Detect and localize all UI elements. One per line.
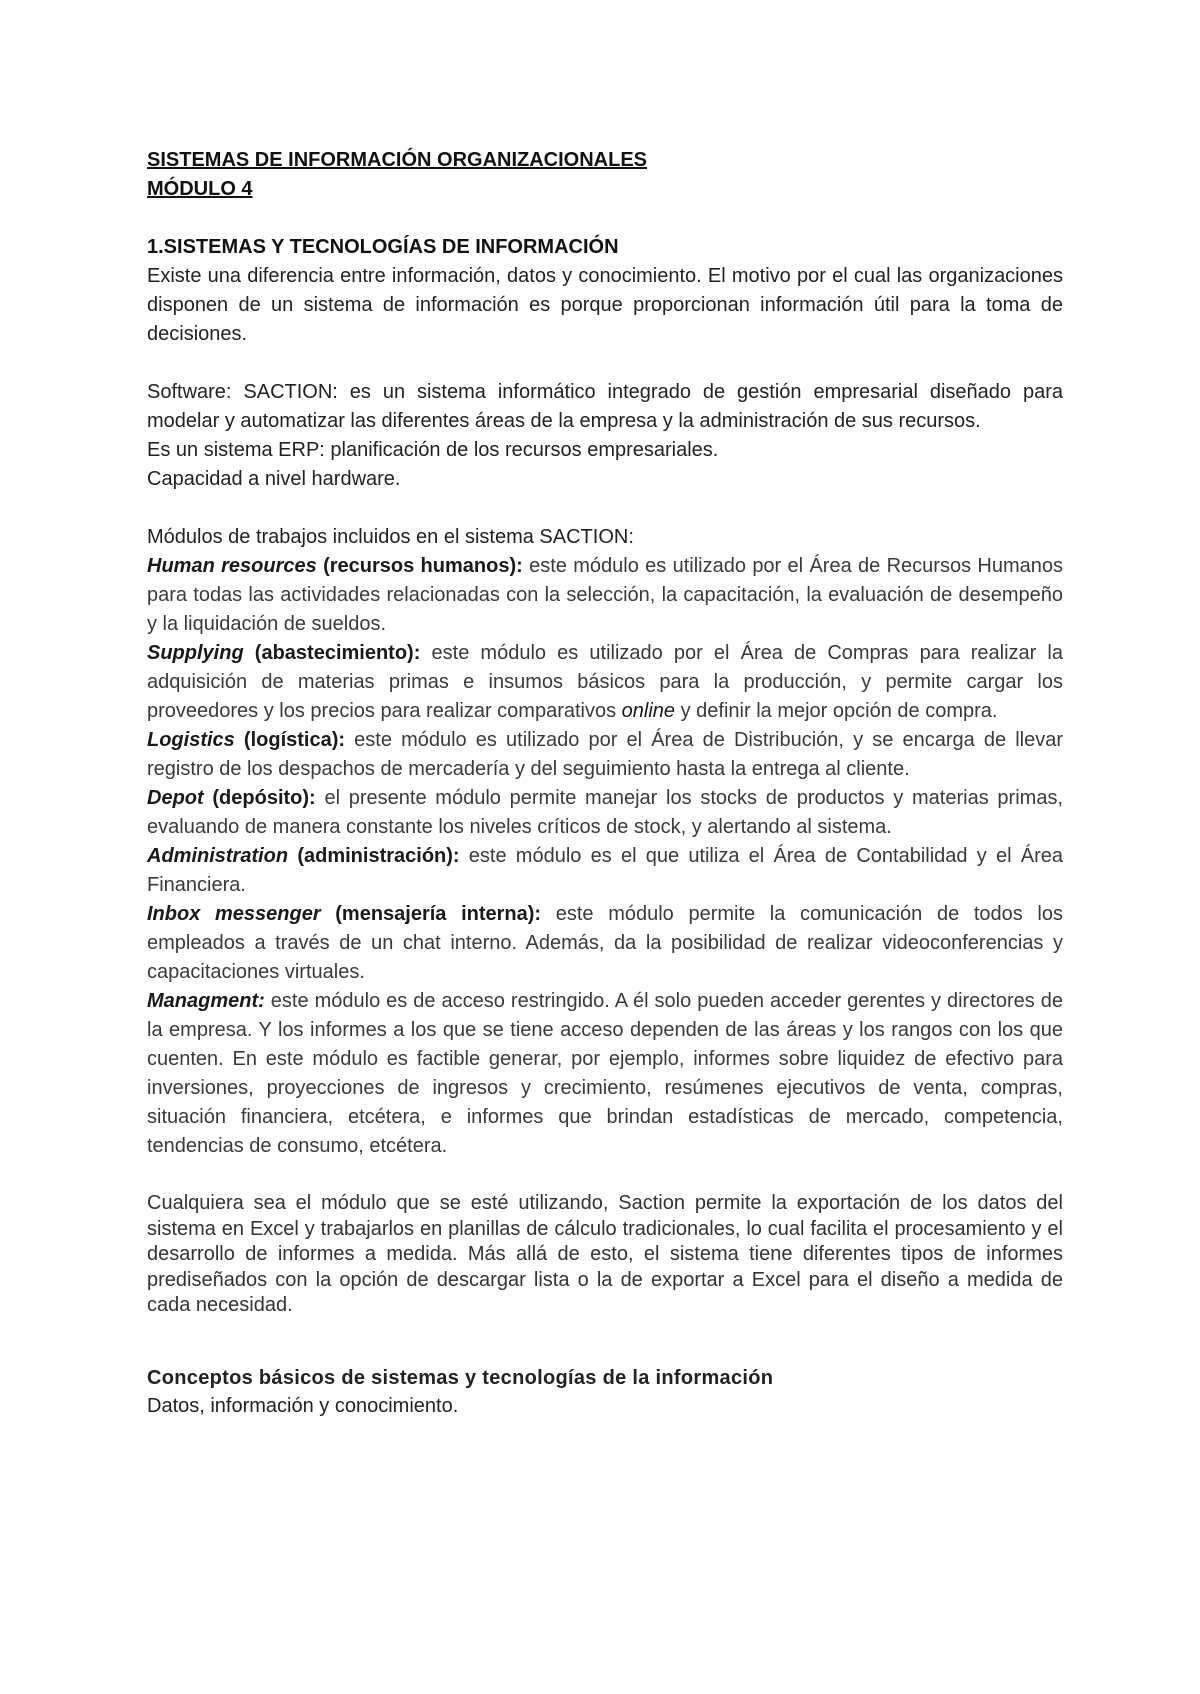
document-body — [147, 146, 1063, 1421]
module-name: Depot — [147, 787, 204, 809]
module-name: Managment: — [147, 990, 265, 1012]
section-heading-sistemas: 1.SISTEMAS Y TECNOLOGÍAS DE INFORMACIÓN — [147, 236, 619, 258]
module-label: MÓDULO 4 — [147, 178, 253, 200]
modules-intro: Módulos de trabajos incluidos en el sistema SACTION: — [147, 526, 634, 548]
module-translation: (administración): — [288, 845, 460, 867]
export-paragraph: Cualquiera sea el módulo que se esté utilizando, Saction permite la exportación de los datos del sistema en Excel y trabajarlos en planillas de cálculo tradicionales, lo cual facilita el procesamiento y el desarrollo de informes a medida. Más allá de esto, el sistema tiene diferentes tipos de informes prediseñados con la opción de descargar lista o la de exportar a Excel para el diseño a medida de cada necesidad. — [147, 1192, 1063, 1317]
module-translation: (abastecimiento): — [243, 642, 421, 664]
module-translation: (mensajería interna): — [320, 903, 542, 925]
hardware-line: Capacidad a nivel hardware. — [147, 468, 401, 490]
module-inbox-messenger — [147, 900, 1063, 987]
module-supplying — [147, 639, 1063, 726]
module-translation: (logística): — [234, 729, 346, 751]
erp-line: Es un sistema ERP: planificación de los recursos empresariales. — [147, 439, 719, 461]
module-administration — [147, 842, 1063, 900]
module-name: Logistics — [147, 729, 235, 751]
document-title: SISTEMAS DE INFORMACIÓN ORGANIZACIONALES — [147, 149, 648, 171]
module-description: este módulo es de acceso restringido. A él solo pueden acceder gerentes y directores de la empresa. Y los informes a los que se tiene acceso dependen de las áreas y los rangos con los que cuenten. En este módulo es factible generar, por ejemplo, informes sobre liquidez de efectivo para inversiones, proyecciones de ingresos y crecimiento, resúmenes ejecutivos de venta, compras, situación financiera, etcétera, e informes que brindan estadísticas de mercado, competencia, tendencias de consumo, etcétera. — [147, 990, 1063, 1157]
module-name: Human resources — [147, 555, 317, 577]
module-translation: (depósito): — [203, 787, 316, 809]
module-description: este módulo es utilizado por el Área de Distribución, y se encarga de llevar registro de los despachos de mercadería y del seguimiento hasta la entrega al cliente. — [147, 729, 1063, 780]
module-description: el presente módulo permite manejar los stocks de productos y materias primas, evaluando de manera constante los niveles críticos de stock, y alertando al sistema. — [147, 787, 1063, 838]
module-depot — [147, 784, 1063, 842]
section-heading-conceptos: Conceptos básicos de sistemas y tecnologías de la información — [147, 1366, 774, 1389]
italic-term: online — [621, 700, 676, 722]
section-subtitle: Datos, información y conocimiento. — [147, 1394, 459, 1417]
module-description: este módulo es utilizado por el Área de Recursos Humanos para todas las actividades relacionadas con la selección, la capacitación, la evaluación de desempeño y la liquidación de sueldos. — [147, 555, 1063, 635]
module-description-end: y definir la mejor opción de compra. — [675, 700, 998, 722]
module-description: este módulo permite la comunicación de todos los empleados a través de un chat interno. Además, da la posibilidad de realizar videoconferencias y capacitaciones virtuales. — [147, 903, 1063, 983]
module-translation: (recursos humanos): — [316, 555, 523, 577]
module-description: este módulo es el que utiliza el Área de Contabilidad y el Área Financiera. — [147, 845, 1063, 896]
module-name: Inbox messenger — [147, 903, 321, 925]
intro-paragraph: Existe una diferencia entre información, datos y conocimiento. El motivo por el cual las organizaciones disponen de un sistema de información es porque proporcionan información útil para la toma de decisiones. — [147, 265, 1063, 345]
software-paragraph: Software: SACTION: es un sistema informático integrado de gestión empresarial diseñado para modelar y automatizar las diferentes áreas de la empresa y la administración de sus recursos. — [147, 381, 1063, 432]
module-description: este módulo es utilizado por el Área de Compras para realizar la adquisición de materias primas e insumos básicos para la producción, y permite cargar los proveedores y los precios para realizar comparativos — [147, 642, 1063, 722]
module-name: Supplying — [147, 642, 244, 664]
module-managment — [147, 987, 1063, 1161]
module-name: Administration — [147, 845, 289, 867]
module-human-resources — [147, 552, 1063, 639]
module-logistics — [147, 726, 1063, 784]
